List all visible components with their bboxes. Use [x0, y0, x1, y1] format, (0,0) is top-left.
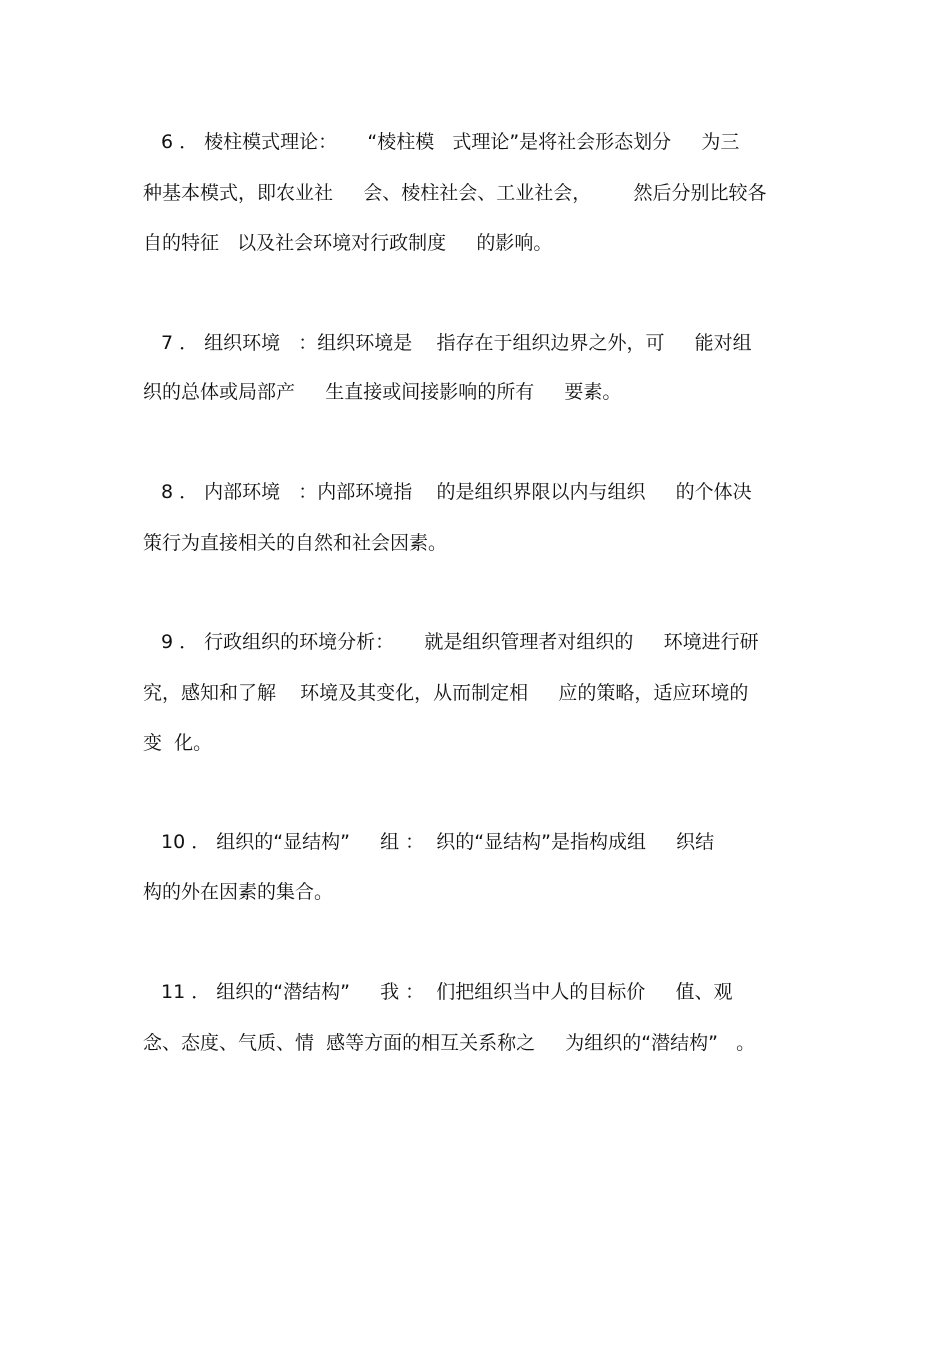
entry-10-line-2: 构的外在因素的集合。 — [143, 881, 334, 903]
entry-9-line-2: 究，感知和了解 环境及其变化，从而制定相 应的策略，适应环境的 — [143, 682, 749, 704]
entry-9-line-3: 变 化。 — [143, 732, 213, 754]
entry-8-line-1: 8 ． 内部环境 ：内部环境指 的是组织界限以内与组织 的个体决 — [161, 481, 752, 503]
entry-8-line-2: 策行为直接相关的自然和社会因素。 — [143, 532, 448, 554]
entry-6-line-3: 自的特征 以及社会环境对行政制度 的影响。 — [143, 232, 553, 254]
entry-10-line-1: 10 ． 组织的“显结构” 组 ： 织的“显结构”是指构成组 织结 — [161, 831, 715, 853]
entry-7-line-1: 7 ． 组织环境 ：组织环境是 指存在于组织边界之外，可 能对组 — [161, 332, 752, 354]
entry-11-line-2: 念、态度、气质、情 感等方面的相互关系称之 为组织的“潜结构” 。 — [143, 1032, 756, 1054]
entry-7-line-2: 织的总体或局部产 生直接或间接影响的所有 要素。 — [143, 381, 622, 403]
entry-6-line-2: 种基本模式，即农业社 会、棱柱社会、工业社会， 然后分别比较各 — [143, 182, 767, 204]
entry-11-line-1: 11 ． 组织的“潜结构” 我 ： 们把组织当中人的目标价 值、观 — [161, 981, 733, 1003]
entry-6-line-1: 6 ． 棱柱模式理论： “棱柱模 式理论”是将社会形态划分 为三 — [161, 131, 740, 153]
entry-9-line-1: 9 ． 行政组织的环境分析： 就是组织管理者对组织的 环境进行研 — [161, 631, 759, 653]
